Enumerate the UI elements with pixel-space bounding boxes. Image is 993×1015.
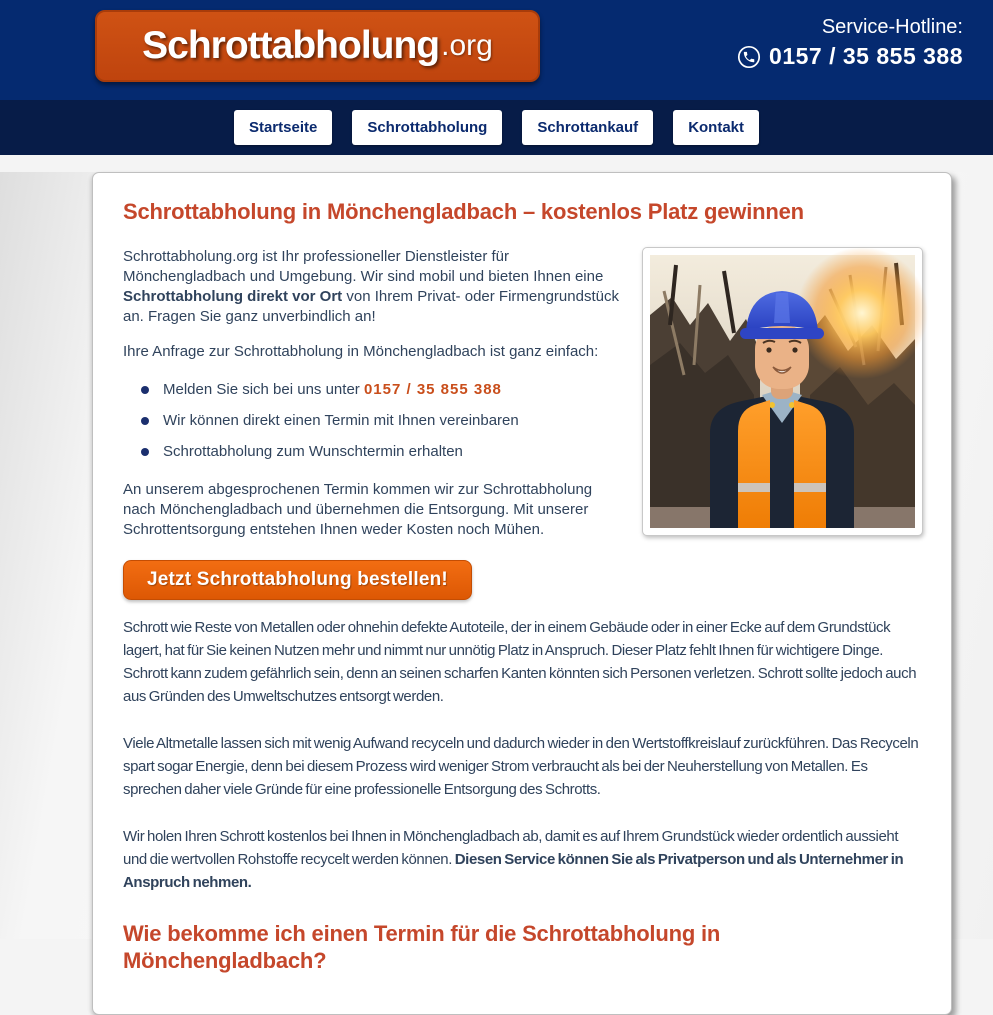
list-item xyxy=(141,380,628,400)
nav-item-schrottankauf[interactable]: Schrottankauf xyxy=(522,110,653,145)
bullet-phone-link[interactable]: 0157 / 35 855 388 xyxy=(363,381,502,398)
nav-item-kontakt[interactable]: Kontakt xyxy=(673,110,759,145)
paragraph-recycling: Viele Altmetalle lassen sich mit wenig Aufwand recyceln und dadurch wieder in den Wertstoffkreislauf zurückführen. Das Recyceln spart sogar Energie, denn bei diesem Prozess wird weniger Strom verbraucht als bei der Neuherstellung von Metallen. Es sprechen daher viele Gründe für eine professionelle Entsorgung des Schrotts. xyxy=(123,735,919,798)
site-logo[interactable] xyxy=(95,10,540,82)
benefits-list xyxy=(141,380,628,462)
worker-photo xyxy=(642,247,923,536)
phone-icon xyxy=(737,45,761,69)
order-pickup-button[interactable]: Jetzt Schrottabholung bestellen! xyxy=(123,560,472,600)
paragraph-clutter: Schrott wie Reste von Metallen oder ohnehin defekte Autoteile, der in einem Gebäude oder in einer Ecke auf dem Grundstück lagert, hat für Sie keinen Nutzen mehr und nimmt nur unnötig Platz in Anspruch. Dieser Platz fehlt Ihnen für wichtigere Dinge. Schrott kann zudem gefährlich sein, denn an seinen scharfen Kanten könnten sich Personen verletzen. Schrott sollte jedoch auch aus Gründen des Umweltschutzes entsorgt werden. xyxy=(123,619,917,705)
list-item-text: Schrottabholung zum Wunschtermin erhalten xyxy=(163,443,463,460)
list-item-text: Wir können direkt einen Termin mit Ihnen vereinbaren xyxy=(163,412,519,429)
intro-columns xyxy=(123,247,919,600)
list-item xyxy=(141,442,628,462)
body-text-section xyxy=(123,616,919,974)
content-card xyxy=(92,172,952,1015)
nav-item-startseite[interactable]: Startseite xyxy=(234,110,332,145)
bullet-dot-icon xyxy=(141,386,149,394)
logo-text: Schrottabholung xyxy=(142,24,440,67)
hotline-phone-link[interactable] xyxy=(737,43,963,70)
intro-text-after: von Ihrem Privat- oder Firmengrundstück an. Fragen Sie ganz unverbindlich an! xyxy=(123,288,619,325)
worker-photo-illustration xyxy=(650,255,915,528)
page-background xyxy=(0,172,993,973)
intro-text-before: Schrottabholung.org ist Ihr professioneller Dienstleister für Mönchengladbach und Umgebung. Wir sind mobil und bieten Ihnen eine xyxy=(123,248,604,285)
hotline-number: 0157 / 35 855 388 xyxy=(769,43,963,69)
section-heading-termin: Wie bekomme ich einen Termin für die Schrottabholung in Mönchengladbach? xyxy=(123,921,721,973)
service-hotline xyxy=(737,16,963,70)
nav-item-schrottabholung[interactable]: Schrottabholung xyxy=(352,110,502,145)
intro-text-bold: Schrottabholung direkt vor Ort xyxy=(123,288,343,305)
list-item xyxy=(141,411,628,431)
bullet-dot-icon xyxy=(141,448,149,456)
paragraph-service xyxy=(123,825,919,894)
intro-text-column xyxy=(123,247,628,600)
main-navigation xyxy=(0,100,993,155)
service-text: Wir holen Ihren Schrott kostenlos bei Ihnen in Mönchengladbach ab, damit es auf Ihrem Grundstück wieder ordentlich aussieht und die wertvollen Rohstoffe recycelt werden können. xyxy=(123,828,899,868)
lead-sentence: Ihre Anfrage zur Schrottabholung in Mönchengladbach ist ganz einfach: xyxy=(123,343,599,360)
page-title: Schrottabholung in Mönchengladbach – kostenlos Platz gewinnen xyxy=(123,199,804,224)
site-header xyxy=(0,0,993,100)
intro-paragraph xyxy=(123,247,628,327)
hotline-label: Service-Hotline: xyxy=(821,16,963,38)
appointment-paragraph: An unserem abgesprochenen Termin kommen wir zur Schrottabholung nach Mönchengladbach und übernehmen die Entsorgung. Mit unserer Schrottentsorgung entstehen Ihnen weder Kosten noch Mühen. xyxy=(123,481,593,538)
service-text-bold: Diesen Service können Sie als Privatperson und als Unternehmer in Anspruch nehmen. xyxy=(123,851,904,891)
list-item-text: Melden Sie sich bei uns unter xyxy=(163,381,364,398)
logo-tld: .org xyxy=(441,29,493,62)
bullet-dot-icon xyxy=(141,417,149,425)
